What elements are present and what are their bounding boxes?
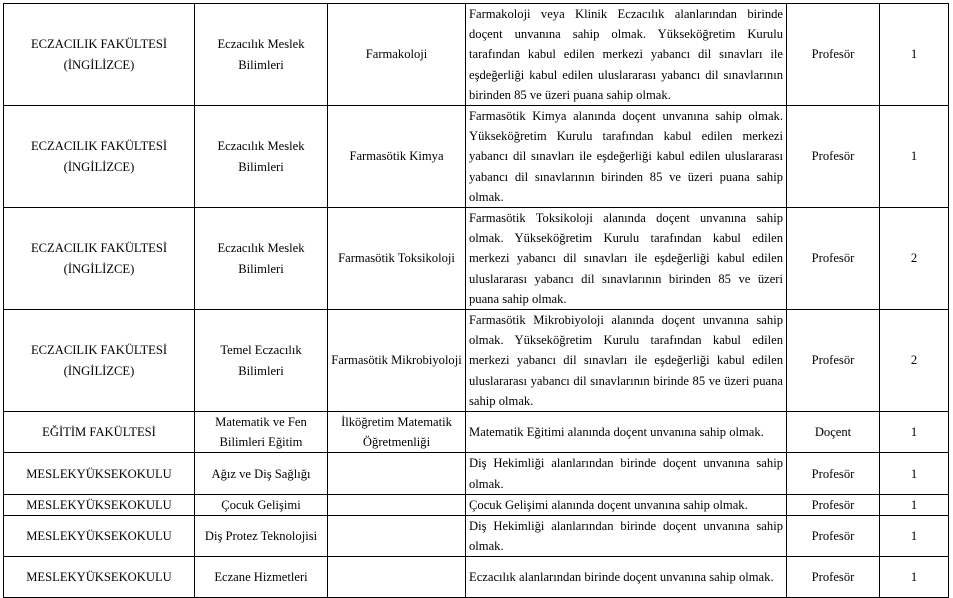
table-row — [4, 208, 949, 310]
department-cell: Matematik ve Fen Bilimleri Eğitim — [195, 412, 328, 453]
department-cell: Eczacılık Meslek Bilimleri — [195, 106, 328, 208]
title-cell: Doçent — [787, 412, 880, 453]
title-cell: Profesör — [787, 557, 880, 598]
faculty-cell: ECZACILIK FAKÜLTESİ (İNGİLİZCE) — [4, 106, 195, 208]
table-row — [4, 453, 949, 494]
positions-table — [3, 3, 949, 598]
department-cell: Eczacılık Meslek Bilimleri — [195, 4, 328, 106]
title-cell: Profesör — [787, 106, 880, 208]
program-cell: Farmasötik Toksikoloji — [328, 208, 466, 310]
count-cell: 1 — [880, 557, 949, 598]
table-row — [4, 557, 949, 598]
requirement-cell: Matematik Eğitimi alanında doçent unvanına sahip olmak. — [466, 412, 787, 453]
program-cell — [328, 516, 466, 557]
title-cell: Profesör — [787, 453, 880, 494]
count-cell: 1 — [880, 516, 949, 557]
title-cell: Profesör — [787, 310, 880, 412]
program-cell — [328, 557, 466, 598]
faculty-cell: ECZACILIK FAKÜLTESİ (İNGİLİZCE) — [4, 310, 195, 412]
department-cell: Çocuk Gelişimi — [195, 494, 328, 515]
table-row — [4, 516, 949, 557]
requirement-cell: Diş Hekimliği alanlarından birinde doçent unvanına sahip olmak. — [466, 453, 787, 494]
count-cell: 1 — [880, 412, 949, 453]
requirement-cell: Diş Hekimliği alanlarından birinde doçent unvanına sahip olmak. — [466, 516, 787, 557]
table-row — [4, 412, 949, 453]
title-cell: Profesör — [787, 4, 880, 106]
requirement-cell: Farmakoloji veya Klinik Eczacılık alanlarından birinde doçent unvanına sahip olmak. Yükseköğretim Kurulu tarafından kabul edilen merkezi yabancı dil sınavları ile eşdeğerliği kabul edilen uluslararası yabancı dil sınavlarının birinden 85 ve üzeri puana sahip olmak. — [466, 4, 787, 106]
department-cell: Temel Eczacılık Bilimleri — [195, 310, 328, 412]
count-cell: 2 — [880, 208, 949, 310]
faculty-cell: MESLEKYÜKSEKOKULU — [4, 557, 195, 598]
requirement-cell: Eczacılık alanlarından birinde doçent unvanına sahip olmak. — [466, 557, 787, 598]
table-row — [4, 106, 949, 208]
program-cell: Farmasötik Kimya — [328, 106, 466, 208]
requirement-cell: Farmasötik Toksikoloji alanında doçent unvanına sahip olmak. Yükseköğretim Kurulu tarafından kabul edilen merkezi yabancı dil sınavları ile eşdeğerliği kabul edilen uluslararası yabancı dil sınavlarının birinden 85 ve üzeri puana sahip olmak. — [466, 208, 787, 310]
department-cell: Eczacılık Meslek Bilimleri — [195, 208, 328, 310]
program-cell — [328, 453, 466, 494]
count-cell: 2 — [880, 310, 949, 412]
table-row — [4, 4, 949, 106]
table-row — [4, 310, 949, 412]
program-cell — [328, 494, 466, 515]
faculty-cell: EĞİTİM FAKÜLTESİ — [4, 412, 195, 453]
faculty-cell: MESLEKYÜKSEKOKULU — [4, 494, 195, 515]
faculty-cell: MESLEKYÜKSEKOKULU — [4, 516, 195, 557]
department-cell: Eczane Hizmetleri — [195, 557, 328, 598]
table-row — [4, 494, 949, 515]
count-cell: 1 — [880, 106, 949, 208]
faculty-cell: ECZACILIK FAKÜLTESİ (İNGİLİZCE) — [4, 4, 195, 106]
requirement-cell: Farmasötik Kimya alanında doçent unvanına sahip olmak. Yükseköğretim Kurulu tarafından kabul edilen merkezi yabancı dil sınavları ile eşdeğerliği kabul edilen uluslararası yabancı dil sınavlarının birinden 85 ve üzeri puana sahip olmak. — [466, 106, 787, 208]
count-cell: 1 — [880, 453, 949, 494]
title-cell: Profesör — [787, 208, 880, 310]
requirement-cell: Çocuk Gelişimi alanında doçent unvanına sahip olmak. — [466, 494, 787, 515]
count-cell: 1 — [880, 4, 949, 106]
faculty-cell: MESLEKYÜKSEKOKULU — [4, 453, 195, 494]
count-cell: 1 — [880, 494, 949, 515]
program-cell: Farmakoloji — [328, 4, 466, 106]
program-cell: Farmasötik Mikrobiyoloji — [328, 310, 466, 412]
title-cell: Profesör — [787, 494, 880, 515]
title-cell: Profesör — [787, 516, 880, 557]
requirement-cell: Farmasötik Mikrobiyoloji alanında doçent unvanına sahip olmak. Yükseköğretim Kurulu tarafından kabul edilen merkezi yabancı dil sınavları ile eşdeğerliği kabul edilen uluslararası yabancı dil sınavlarının birinde 85 ve üzeri puana sahip olmak. — [466, 310, 787, 412]
department-cell: Ağız ve Diş Sağlığı — [195, 453, 328, 494]
department-cell: Diş Protez Teknolojisi — [195, 516, 328, 557]
program-cell: İlköğretim Matematik Öğretmenliği — [328, 412, 466, 453]
faculty-cell: ECZACILIK FAKÜLTESİ (İNGİLİZCE) — [4, 208, 195, 310]
